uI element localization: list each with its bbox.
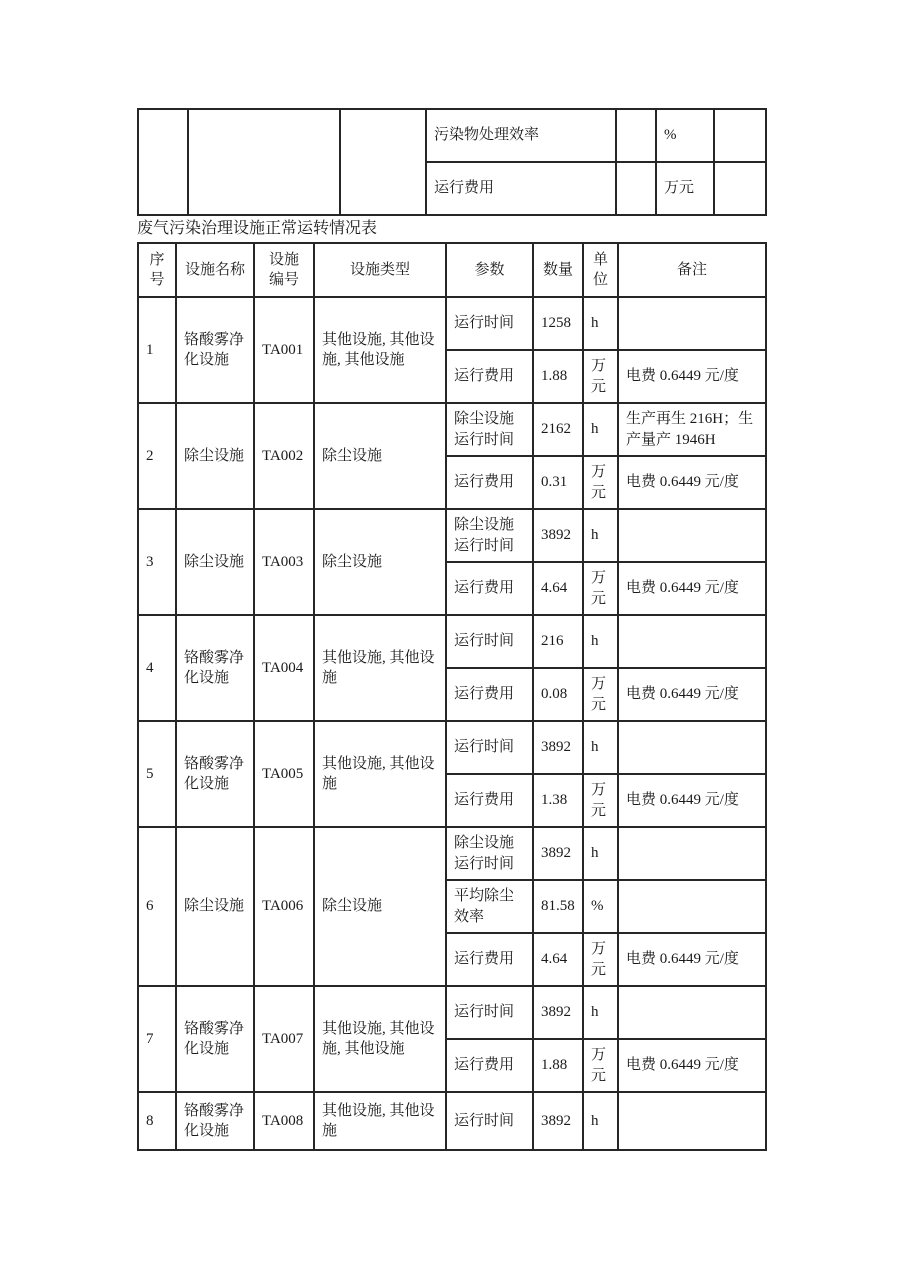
cell-unit: h xyxy=(583,615,618,668)
cell-quantity: 3892 xyxy=(533,1092,583,1150)
cell-note: 电费 0.6449 元/度 xyxy=(618,350,766,403)
table-row xyxy=(138,403,766,456)
cell-name: 除尘设施 xyxy=(176,827,254,986)
cell-unit: 万元 xyxy=(583,456,618,509)
cell-unit: h xyxy=(583,986,618,1039)
cell-unit: h xyxy=(583,297,618,350)
header-name: 设施名称 xyxy=(176,243,254,297)
cell-type: 其他设施, 其他设施 xyxy=(314,721,446,827)
cell-quantity: 2162 xyxy=(533,403,583,456)
cell-name: 铬酸雾净化设施 xyxy=(176,986,254,1092)
header-unit: 单位 xyxy=(583,243,618,297)
cell-no: 3 xyxy=(138,509,176,615)
cell-no: 8 xyxy=(138,1092,176,1150)
cell-quantity: 216 xyxy=(533,615,583,668)
cont-cell-unit: 万元 xyxy=(656,162,714,215)
cell-unit: h xyxy=(583,509,618,562)
cell-code: TA007 xyxy=(254,986,314,1092)
cell-unit: h xyxy=(583,721,618,774)
cell-no: 4 xyxy=(138,615,176,721)
cell-param: 运行时间 xyxy=(446,1092,533,1150)
cell-code: TA005 xyxy=(254,721,314,827)
cell-note: 电费 0.6449 元/度 xyxy=(618,1039,766,1092)
cell-unit: h xyxy=(583,1092,618,1150)
cell-no: 7 xyxy=(138,986,176,1092)
cont-cell-quantity xyxy=(616,162,656,215)
table-row xyxy=(138,721,766,774)
cell-quantity: 3892 xyxy=(533,721,583,774)
cell-name: 铬酸雾净化设施 xyxy=(176,615,254,721)
cell-no: 1 xyxy=(138,297,176,403)
cell-type: 其他设施, 其他设施 xyxy=(314,615,446,721)
cell-code: TA001 xyxy=(254,297,314,403)
cont-cell-quantity xyxy=(616,109,656,162)
cell-unit: 万元 xyxy=(583,350,618,403)
cell-note: 生产再生 216H；生产量产 1946H xyxy=(618,403,766,456)
table-row xyxy=(138,986,766,1039)
cell-note xyxy=(618,1092,766,1150)
cell-unit: 万元 xyxy=(583,562,618,615)
cont-cell-note xyxy=(714,109,766,162)
continuation-table xyxy=(137,108,767,216)
cell-param: 运行费用 xyxy=(446,562,533,615)
cell-param: 运行费用 xyxy=(446,456,533,509)
table-row xyxy=(138,297,766,350)
cont-cell-no xyxy=(138,109,188,215)
cell-no: 2 xyxy=(138,403,176,509)
cell-param: 运行时间 xyxy=(446,297,533,350)
cell-quantity: 3892 xyxy=(533,509,583,562)
cell-unit: h xyxy=(583,827,618,880)
cell-code: TA003 xyxy=(254,509,314,615)
cell-note xyxy=(618,827,766,880)
cell-param: 除尘设施运行时间 xyxy=(446,403,533,456)
cell-param: 除尘设施运行时间 xyxy=(446,827,533,880)
cell-note: 电费 0.6449 元/度 xyxy=(618,456,766,509)
cell-note xyxy=(618,297,766,350)
cell-quantity: 4.64 xyxy=(533,562,583,615)
header-type: 设施类型 xyxy=(314,243,446,297)
cell-unit: 万元 xyxy=(583,774,618,827)
cell-param: 运行时间 xyxy=(446,615,533,668)
cont-cell-unit: % xyxy=(656,109,714,162)
cell-quantity: 1.88 xyxy=(533,350,583,403)
cell-param: 除尘设施运行时间 xyxy=(446,509,533,562)
cell-param: 运行费用 xyxy=(446,933,533,986)
table-row xyxy=(138,1092,766,1150)
table-row xyxy=(138,615,766,668)
table-row xyxy=(138,509,766,562)
cell-note: 电费 0.6449 元/度 xyxy=(618,774,766,827)
cell-note xyxy=(618,880,766,933)
cell-note: 电费 0.6449 元/度 xyxy=(618,933,766,986)
cell-type: 其他设施, 其他设施 xyxy=(314,1092,446,1150)
cell-type: 除尘设施 xyxy=(314,509,446,615)
cell-param: 运行费用 xyxy=(446,350,533,403)
cont-cell-note xyxy=(714,162,766,215)
cont-cell-name xyxy=(188,109,340,215)
cell-type: 除尘设施 xyxy=(314,403,446,509)
cell-type: 除尘设施 xyxy=(314,827,446,986)
cell-param: 运行时间 xyxy=(446,721,533,774)
cont-cell-type xyxy=(340,109,426,215)
cell-code: TA004 xyxy=(254,615,314,721)
cell-quantity: 1.88 xyxy=(533,1039,583,1092)
cell-no: 6 xyxy=(138,827,176,986)
cell-type: 其他设施, 其他设施, 其他设施 xyxy=(314,297,446,403)
cell-quantity: 4.64 xyxy=(533,933,583,986)
cell-quantity: 81.58 xyxy=(533,880,583,933)
cell-name: 除尘设施 xyxy=(176,403,254,509)
cell-name: 铬酸雾净化设施 xyxy=(176,297,254,403)
cell-unit: h xyxy=(583,403,618,456)
cell-param: 运行费用 xyxy=(446,774,533,827)
table-row xyxy=(138,827,766,880)
cell-note xyxy=(618,721,766,774)
cell-note xyxy=(618,986,766,1039)
cell-note xyxy=(618,615,766,668)
cont-cell-param: 污染物处理效率 xyxy=(426,109,616,162)
cell-unit: 万元 xyxy=(583,1039,618,1092)
header-param: 参数 xyxy=(446,243,533,297)
cell-note xyxy=(618,509,766,562)
cell-param: 运行费用 xyxy=(446,668,533,721)
cell-quantity: 0.08 xyxy=(533,668,583,721)
cell-name: 除尘设施 xyxy=(176,509,254,615)
cell-unit: % xyxy=(583,880,618,933)
cell-unit: 万元 xyxy=(583,668,618,721)
header-code: 设施编号 xyxy=(254,243,314,297)
cell-note: 电费 0.6449 元/度 xyxy=(618,668,766,721)
cont-cell-param: 运行费用 xyxy=(426,162,616,215)
cell-name: 铬酸雾净化设施 xyxy=(176,1092,254,1150)
cell-code: TA002 xyxy=(254,403,314,509)
cell-quantity: 1258 xyxy=(533,297,583,350)
operation-table xyxy=(137,242,767,1151)
cell-unit: 万元 xyxy=(583,933,618,986)
cell-param: 运行时间 xyxy=(446,986,533,1039)
cell-param: 平均除尘效率 xyxy=(446,880,533,933)
section-title: 废气污染治理设施正常运转情况表 xyxy=(137,220,378,237)
cell-quantity: 1.38 xyxy=(533,774,583,827)
header-note: 备注 xyxy=(618,243,766,297)
cell-code: TA006 xyxy=(254,827,314,986)
cell-param: 运行费用 xyxy=(446,1039,533,1092)
cell-type: 其他设施, 其他设施, 其他设施 xyxy=(314,986,446,1092)
cell-name: 铬酸雾净化设施 xyxy=(176,721,254,827)
table-row xyxy=(138,109,766,162)
cell-note: 电费 0.6449 元/度 xyxy=(618,562,766,615)
header-row xyxy=(138,243,766,297)
cell-quantity: 0.31 xyxy=(533,456,583,509)
document-page xyxy=(137,108,765,1151)
header-no: 序号 xyxy=(138,243,176,297)
cell-quantity: 3892 xyxy=(533,986,583,1039)
cell-code: TA008 xyxy=(254,1092,314,1150)
cell-quantity: 3892 xyxy=(533,827,583,880)
header-quantity: 数量 xyxy=(533,243,583,297)
cell-no: 5 xyxy=(138,721,176,827)
